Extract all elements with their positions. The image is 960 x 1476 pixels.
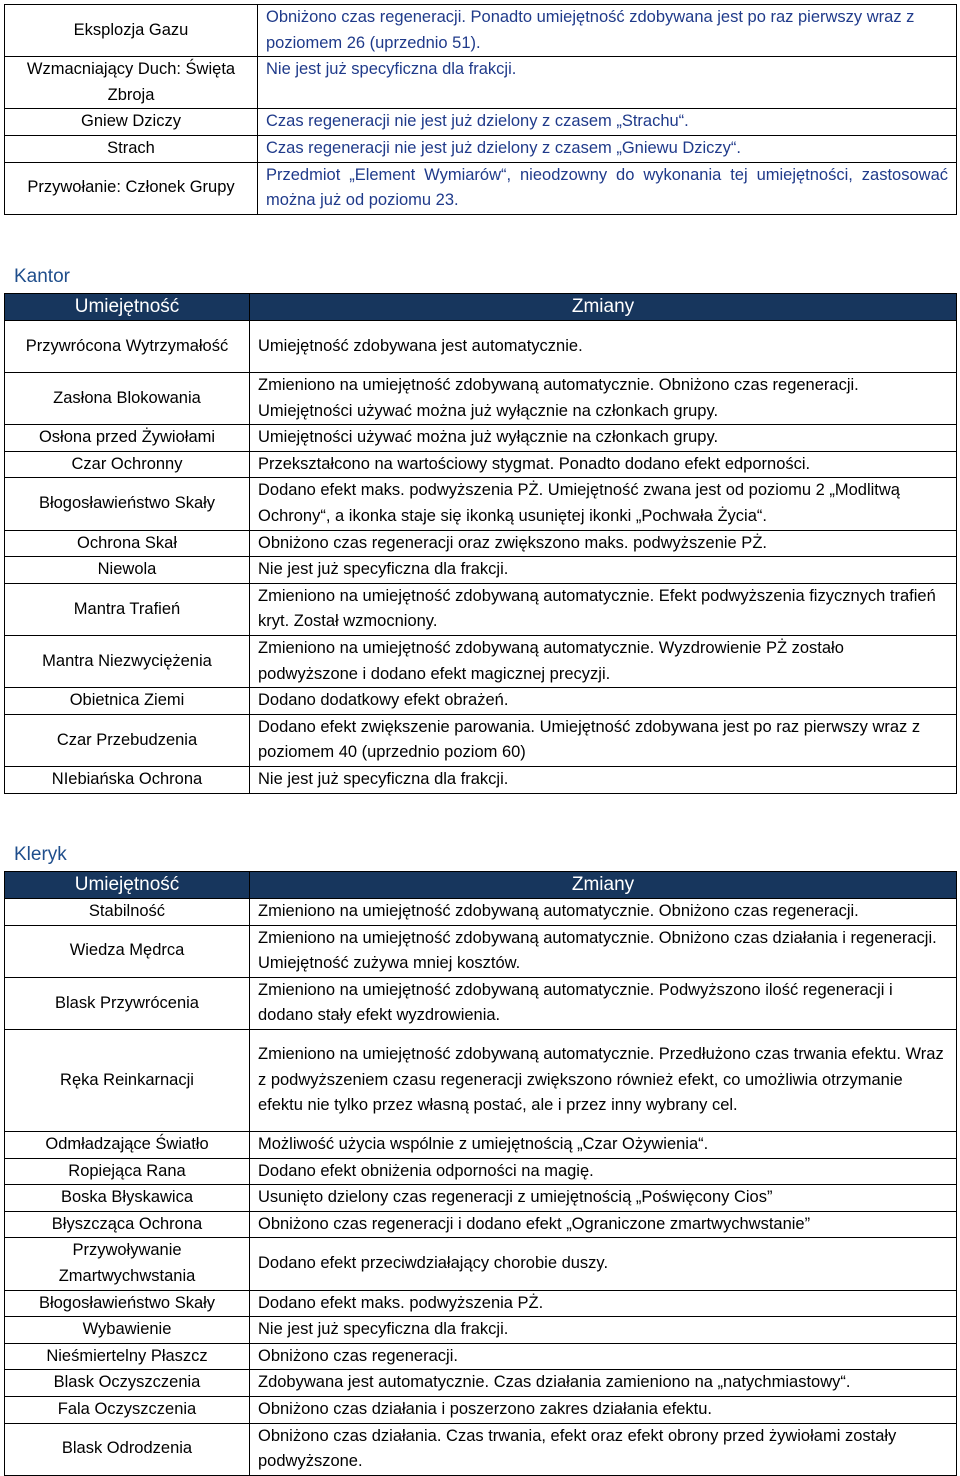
skill-name: Czar Ochronny (5, 451, 250, 478)
skill-change: Nie jest już specyficzna dla frakcji. (258, 57, 957, 109)
skill-name: Zasłona Blokowania (5, 373, 250, 425)
table-row (5, 1185, 957, 1212)
skill-name: Boska Błyskawica (5, 1185, 250, 1212)
skill-name: Odmładzające Światło (5, 1131, 250, 1158)
skill-change: Obniżono czas działania i poszerzono zakres działania efektu. (250, 1396, 957, 1423)
skill-change: Usunięto dzielony czas regeneracji z umiejętnością „Poświęcony Cios” (250, 1185, 957, 1212)
skill-change: Dodano efekt zwiększenie parowania. Umiejętność zdobywana jest po raz pierwszy wraz z poziomem 40 (uprzednio poziom 60) (250, 714, 957, 766)
skill-name: Gniew Dziczy (5, 109, 258, 136)
skill-change: Dodano efekt maks. podwyższenia PŻ. (250, 1290, 957, 1317)
skill-change: Przekształcono na wartościowy stygmat. Ponadto dodano efekt edporności. (250, 451, 957, 478)
skill-name: Wybawienie (5, 1317, 250, 1344)
section-title-kleryk: Kleryk (14, 844, 67, 865)
table-row (5, 1396, 957, 1423)
skill-name: Blask Oczyszczenia (5, 1370, 250, 1397)
column-header-changes: Zmiany (250, 294, 957, 321)
column-header-changes: Zmiany (250, 872, 957, 899)
table-row (5, 425, 957, 452)
skill-change: Zmieniono na umiejętność zdobywaną automatycznie. Wyzdrowienie PŻ zostało podwyższone i dodano efekt magicznej precyzji. (250, 635, 957, 687)
skill-change: Zdobywana jest automatycznie. Czas działania zamieniono na „natychmiastowy“. (250, 1370, 957, 1397)
table-row (5, 478, 957, 530)
skill-name: Blask Odrodzenia (5, 1423, 250, 1475)
skill-name: Ochrona Skał (5, 530, 250, 557)
table-row (5, 451, 957, 478)
skill-name: Wiedza Mędrca (5, 925, 250, 977)
skill-name: Przywoływanie Zmartwychwstania (5, 1238, 250, 1290)
skill-change: Obniżono czas regeneracji. (250, 1343, 957, 1370)
skill-name: Ropiejąca Rana (5, 1158, 250, 1185)
table-row (5, 5, 957, 57)
skill-change: Przedmiot „Element Wymiarów“, nieodzowny do wykonania tej umiejętności, zastosować można już od poziomu 23. (258, 162, 957, 214)
skill-name: Nieśmiertelny Płaszcz (5, 1343, 250, 1370)
column-header-skill: Umiejętność (5, 872, 250, 899)
table-row (5, 1158, 957, 1185)
table-row (5, 1290, 957, 1317)
top-skills-table (4, 4, 957, 215)
skill-name: Strach (5, 135, 258, 162)
table-row (5, 557, 957, 584)
skill-name: Stabilność (5, 899, 250, 926)
table-row (5, 530, 957, 557)
skill-change: Zmieniono na umiejętność zdobywaną automatycznie. Obniżono czas regeneracji. (250, 899, 957, 926)
skill-change: Zmieniono na umiejętność zdobywaną automatycznie. Efekt podwyższenia fizycznych trafień kryt. Został wzmocniony. (250, 583, 957, 635)
table-row (5, 373, 957, 425)
skill-change: Nie jest już specyficzna dla frakcji. (250, 557, 957, 584)
skill-change: Nie jest już specyficzna dla frakcji. (250, 1317, 957, 1344)
kantor-table (4, 293, 957, 794)
table-row (5, 1370, 957, 1397)
table-row (5, 1029, 957, 1131)
skill-change: Dodano efekt przeciwdziałający chorobie duszy. (250, 1238, 957, 1290)
skill-name: Ręka Reinkarnacji (5, 1029, 250, 1131)
skill-name: Mantra Trafień (5, 583, 250, 635)
skill-change: Zmieniono na umiejętność zdobywaną automatycznie. Przedłużono czas trwania efektu. Wraz z podwyższeniem czasu regeneracji zwiększono również efekt, co umożliwia otrzymanie efektu nie tylko przez własną postać, ale i przez inny wybrany cel. (250, 1029, 957, 1131)
skill-name: Mantra Niezwyciężenia (5, 635, 250, 687)
skill-change: Zmieniono na umiejętność zdobywaną automatycznie. Podwyższono ilość regeneracji i dodano stały efekt wyzdrowienia. (250, 977, 957, 1029)
kleryk-table (4, 871, 957, 1476)
skill-name: Niewola (5, 557, 250, 584)
skill-change: Umiejętność zdobywana jest automatycznie. (250, 321, 957, 373)
table-row (5, 925, 957, 977)
table-row (5, 583, 957, 635)
table-row (5, 1343, 957, 1370)
skill-name: Wzmacniający Duch: Święta Zbroja (5, 57, 258, 109)
table-row (5, 977, 957, 1029)
skill-change: Umiejętności używać można już wyłącznie na członkach grupy. (250, 425, 957, 452)
skill-name: Eksplozja Gazu (5, 5, 258, 57)
table-header-row (5, 872, 957, 899)
table-row (5, 57, 957, 109)
skill-change: Obniżono czas regeneracji oraz zwiększono maks. podwyższenie PŻ. (250, 530, 957, 557)
table-row (5, 321, 957, 373)
skill-name: Błogosławieństwo Skały (5, 478, 250, 530)
table-row (5, 899, 957, 926)
skill-change: Nie jest już specyficzna dla frakcji. (250, 766, 957, 793)
table-row (5, 1317, 957, 1344)
skill-name: NIebiańska Ochrona (5, 766, 250, 793)
table-header-row (5, 294, 957, 321)
section-title-kantor: Kantor (14, 266, 70, 287)
table-row (5, 1238, 957, 1290)
table-row (5, 1423, 957, 1475)
skill-change: Dodano efekt obniżenia odporności na magię. (250, 1158, 957, 1185)
skill-name: Blask Przywrócenia (5, 977, 250, 1029)
skill-change: Czas regeneracji nie jest już dzielony z czasem „Strachu“. (258, 109, 957, 136)
table-row (5, 1131, 957, 1158)
skill-change: Możliwość użycia wspólnie z umiejętnością „Czar Ożywienia“. (250, 1131, 957, 1158)
skill-change: Czas regeneracji nie jest już dzielony z czasem „Gniewu Dziczy“. (258, 135, 957, 162)
skill-name: Osłona przed Żywiołami (5, 425, 250, 452)
skill-name: Czar Przebudzenia (5, 714, 250, 766)
column-header-skill: Umiejętność (5, 294, 250, 321)
skill-change: Zmieniono na umiejętność zdobywaną automatycznie. Obniżono czas regeneracji. Umiejętności używać można już wyłącznie na członkach grupy. (250, 373, 957, 425)
skill-name: Przywrócona Wytrzymałość (5, 321, 250, 373)
skill-change: Obniżono czas działania. Czas trwania, efekt oraz efekt obrony przed żywiołami zostały podwyższone. (250, 1423, 957, 1475)
table-row (5, 109, 957, 136)
skill-change: Zmieniono na umiejętność zdobywaną automatycznie. Obniżono czas działania i regeneracji. Umiejętność zużywa mniej kosztów. (250, 925, 957, 977)
skill-name: Błogosławieństwo Skały (5, 1290, 250, 1317)
table-row (5, 714, 957, 766)
skill-name: Błyszcząca Ochrona (5, 1211, 250, 1238)
skill-change: Obniżono czas regeneracji. Ponadto umiejętność zdobywana jest po raz pierwszy wraz z poziomem 26 (uprzednio 51). (258, 5, 957, 57)
skill-change: Dodano dodatkowy efekt obrażeń. (250, 688, 957, 715)
skill-name: Przywołanie: Członek Grupy (5, 162, 258, 214)
table-row (5, 162, 957, 214)
table-row (5, 635, 957, 687)
skill-change: Obniżono czas regeneracji i dodano efekt „Ograniczone zmartwychwstanie” (250, 1211, 957, 1238)
table-row (5, 1211, 957, 1238)
skill-name: Obietnica Ziemi (5, 688, 250, 715)
skill-change: Dodano efekt maks. podwyższenia PŻ. Umiejętność zwana jest od poziomu 2 „Modlitwą Ochrony“, a ikonka staje się ikonką usuniętej ikonki „Pochwała Życia“. (250, 478, 957, 530)
skill-name: Fala Oczyszczenia (5, 1396, 250, 1423)
table-row (5, 688, 957, 715)
table-row (5, 766, 957, 793)
table-row (5, 135, 957, 162)
